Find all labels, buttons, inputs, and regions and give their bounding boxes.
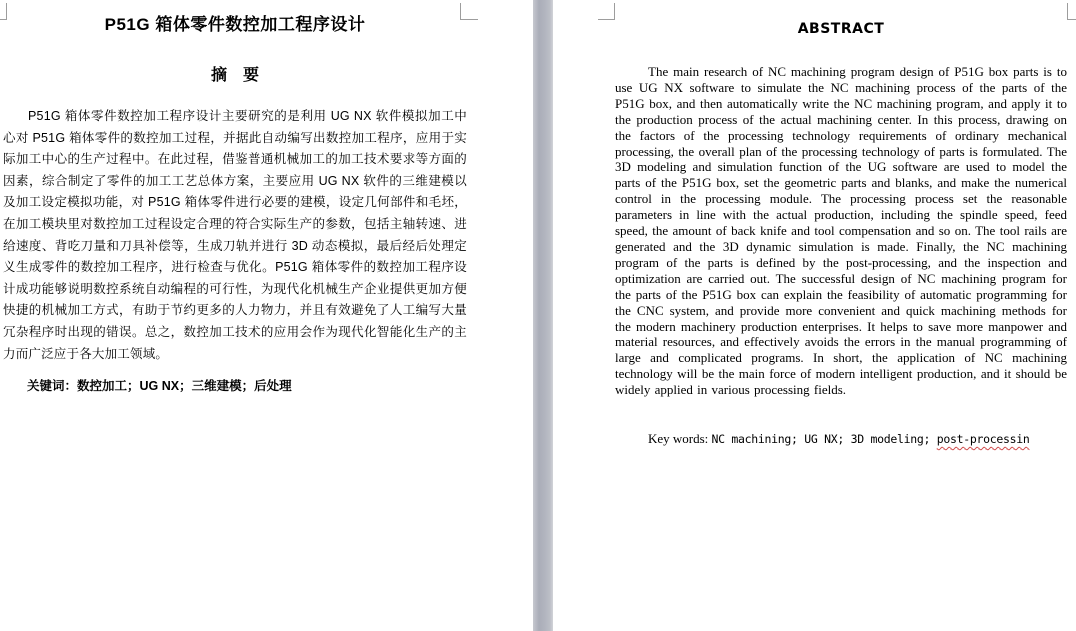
left-page — [0, 0, 533, 631]
abstract-body-english: The main research of NC machining program design of P51G box parts is to use UG NX software to simulate the NC machining process of the parts of the P51G box, and then automatically write the NC machining program, and apply it to the production process of the actual machining center. In this process, drawing on the factors of the processing technology requirements of ordinary mechanical processing, the overall plan of the processing technology of parts is formulated. The 3D modeling and simulation function of the UG software are used to model the parts of the P51G box, set the geometric parts and blanks, and make the numerical control in the processing module. The processing process set the reasonable parameters in line with the actual production, including the spindle speed, feed speed, the amount of back knife and tool compensation and so on. The tool rails are generated and the 3D dynamic simulation is made. Finally, the NC machining program of the parts is defined by the post-processing, and the inspection and optimization are carried out. The successful design of NC machining program for the parts of the P51G box can explain the feasibility of automatic programming for the CNC system, and provide more convenient and quick machining methods for the modern machinery production enterprises. It helps to save more manpower and material resources, and effectively avoids the errors in the manual programming of large and complicated programs. In short, the application of NC machining technology will be the main force of modern intelligent production, and it should be widely applied in various processing fields. — [615, 64, 1067, 398]
abstract-heading-english: ABSTRACT — [797, 21, 885, 37]
keyword-spellcheck-flagged: post-processin — [936, 432, 1030, 447]
english-abstract-section — [615, 0, 1067, 448]
right-page — [553, 0, 1076, 631]
margin-crop-mark-icon — [1067, 3, 1076, 20]
abstract-body-chinese: P51G 箱体零件数控加工程序设计主要研究的是利用 UG NX 软件模拟加工中心对 P51G 箱体零件的数控加工过程，并据此自动编写出数控加工程序，应用于实际加工中心的生产过程中。在此过程，借鉴普通机械加工的加工技术要求等方面的因素，综合制定了零件的加工工艺总体方案，主要应用 UG NX 软件的三维建模以及加工设定模拟功能，对 P51G 箱体零件进行必要的建模，设定几何部件和毛坯，在加工模块里对数控加工过程设定合理的符合实际生产的参数，包括主轴转速、进给速度、背吃刀量和刀具补偿等，生成刀轨并进行 3D 动态模拟，最后经后处理定义生成零件的数控加工程序，进行检查与优化。P51G 箱体零件的数控加工程序设计成功能够说明数控系统自动编程的可行性，为现代化机械生产企业提供更加方便快捷的机械加工方式，有助于节约更多的人力物力，并且有效避免了人工编写大量冗杂程序时出现的错误。总之，数控加工技术的应用会作为现代化智能化生产的主力而广泛应于各大加工领域。 — [3, 109, 467, 361]
keywords-label: Key words: — [648, 431, 712, 447]
chinese-abstract-section — [3, 0, 467, 397]
abstract-heading-chinese: 摘 要 — [210, 67, 259, 84]
keywords-line-english — [615, 430, 1067, 448]
keywords-line-chinese: 关键词：数控加工；UG NX；三维建模；后处理 — [27, 379, 292, 394]
page-gutter-divider — [533, 0, 553, 631]
document-title-chinese: P51G 箱体零件数控加工程序设计 — [104, 15, 366, 34]
margin-crop-mark-icon — [598, 3, 615, 20]
keywords-list: NC machining; UG NX; 3D modeling; — [711, 432, 937, 447]
